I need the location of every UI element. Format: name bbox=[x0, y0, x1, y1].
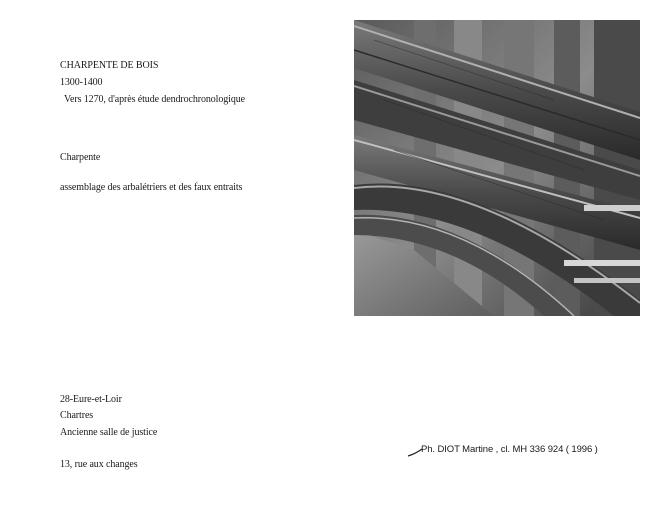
timber-frame-photo bbox=[354, 20, 640, 316]
location-city: Chartres bbox=[60, 410, 94, 421]
record-category: Charpente bbox=[60, 152, 101, 163]
record-title: CHARPENTE DE BOIS bbox=[60, 60, 159, 71]
location-address: 13, rue aux changes bbox=[60, 459, 138, 470]
record-dating-note: Vers 1270, d'après étude dendrochronologique bbox=[64, 94, 245, 105]
record-date-range: 1300-1400 bbox=[60, 77, 103, 88]
photo-credit: Ph. DIOT Martine , cl. MH 336 924 ( 1996 ) bbox=[421, 444, 598, 455]
location-building: Ancienne salle de justice bbox=[60, 427, 158, 438]
location-department: 28-Eure-et-Loir bbox=[60, 394, 122, 405]
record-description: assemblage des arbalétriers et des faux entraits bbox=[60, 182, 243, 193]
